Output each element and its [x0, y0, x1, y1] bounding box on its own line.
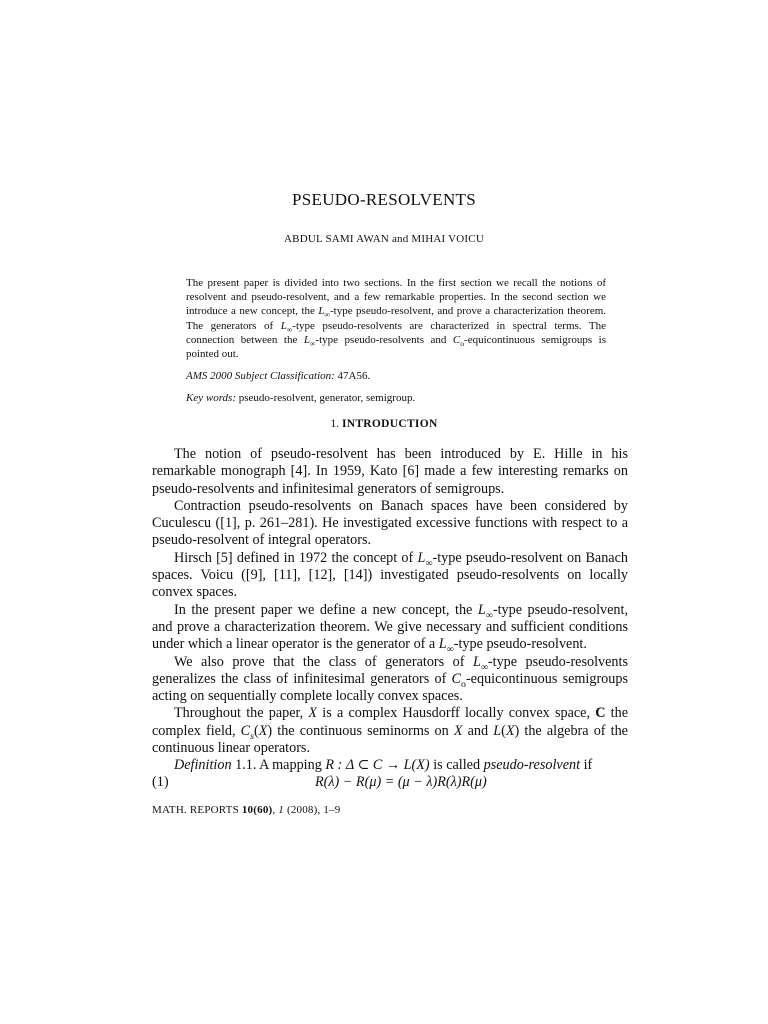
section-heading: 1. INTRODUCTION — [330, 418, 438, 430]
equation-formula: R(λ) − R(μ) = (μ − λ)R(λ)R(μ) — [315, 774, 487, 790]
abstract-text: The present paper is divided into two sections. In the first section we recall the notions of resolvent and pseudo-resolvent, and a few remarkable properties. In the second section we introduce a new concept, the $L_\infty$-type pseudo-resolvent, and prove a characterization theorem. The generators of $L_\infty$-type pseudo-resolvents are characterized in spectral terms. The connection between the $L_\infty$-type pseudo-resolvents and $C_o$-equicontinuous semigroups is pointed out. — [186, 277, 607, 361]
ams-classification: AMS 2000 Subject Classification: 47A56. — [186, 370, 371, 383]
body-text — [152, 446, 628, 775]
journal-footer: MATH. REPORTS 10(60), 1 (2008), 1–9 — [152, 804, 341, 816]
paragraph: The notion of pseudo-resolvent has been introduced by E. Hille in his remarkable monograph [4]. In 1959, Kato [6] made a few interesting remarks on pseudo-resolvents and infinitesimal generators of semigroups. — [152, 446, 628, 497]
paragraph: Throughout the paper, X is a complex Hausdorff locally convex space, C the complex field, $C_s(X)$ the continuous seminorms on X and L(X) the algebra of the continuous linear operators. — [152, 705, 628, 757]
definition: Definition 1.1. A mapping R : Δ ⊂ C → L(X) is called pseudo-resolvent if — [174, 757, 593, 774]
paper-title: PSEUDO-RESOLVENTS — [292, 190, 476, 209]
paragraph: We also prove that the class of generators of $L_\infty$-type pseudo-resolvents generalizes the class of infinitesimal generators of $C_o$-equicontinuous semigroups acting on sequentially complete locally convex spaces. — [152, 653, 628, 705]
abstract — [186, 276, 606, 406]
paragraph: In the present paper we define a new concept, the $L_\infty$-type pseudo-resolvent, and prove a characterization theorem. We give necessary and sufficient conditions under which a linear operator is the generator of a $L_\infty$-type pseudo-resolvent. — [152, 601, 628, 656]
keywords: Key words: pseudo-resolvent, generator, semigroup. — [186, 392, 416, 405]
paragraph: Hirsch [5] defined in 1972 the concept of $L_\infty$-type pseudo-resolvent on Banach spaces. Voicu ([9], [11], [12], [14]) investigated pseudo-resolvents on locally convex spaces. — [152, 549, 628, 601]
paragraph: Contraction pseudo-resolvents on Banach spaces have been considered by Cuculescu ([1], p. 261–281). He investigated excessive functions with respect to a pseudo-resolvent of integral operators. — [152, 497, 628, 549]
equation-number: (1) — [152, 774, 169, 790]
paper-authors: ABDUL SAMI AWAN and MIHAI VOICU — [284, 233, 484, 245]
